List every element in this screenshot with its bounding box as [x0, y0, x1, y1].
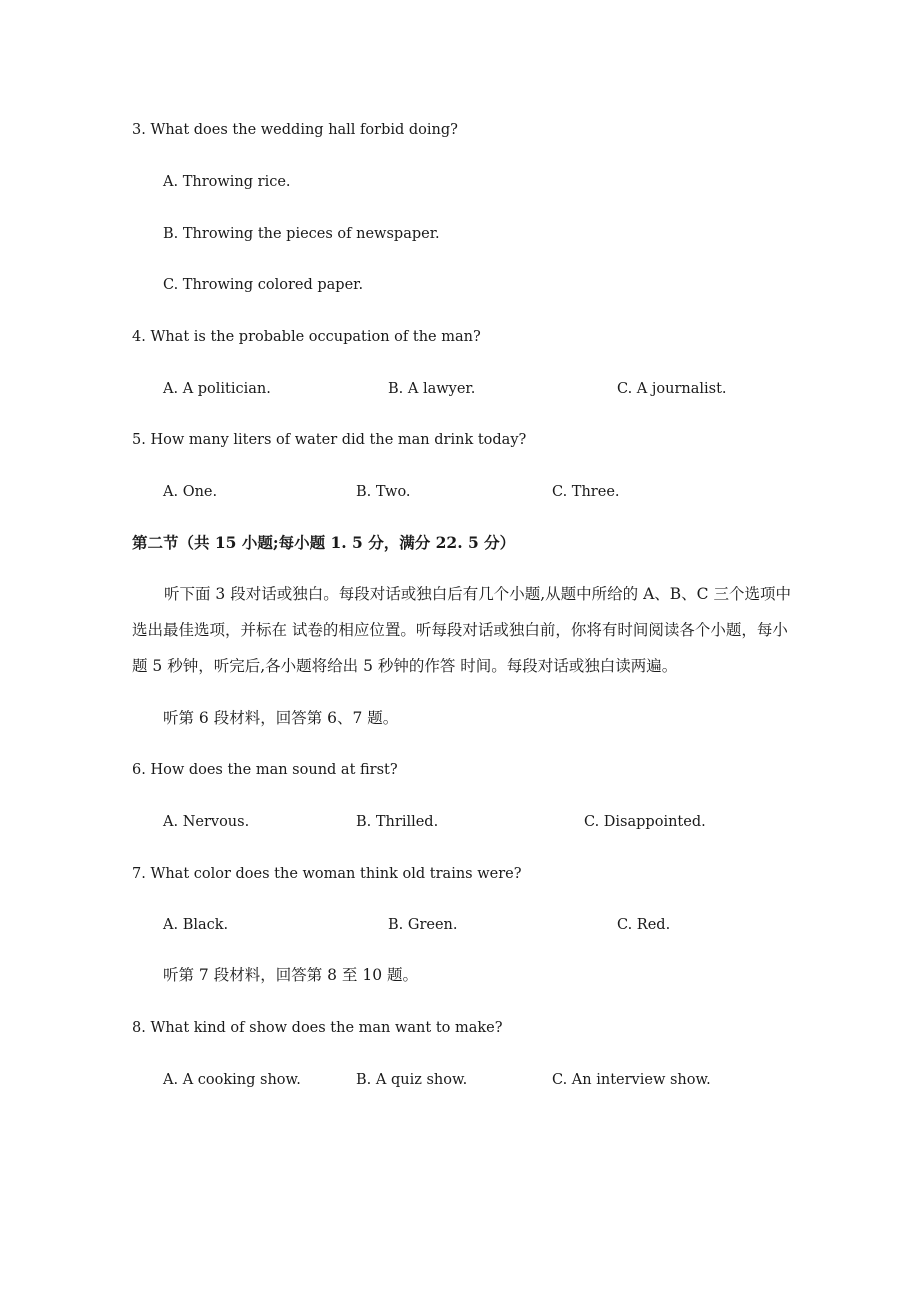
question-3-stem: 3. What does the wedding hall forbid doing?	[132, 122, 458, 138]
question-6-option-b: B. Thrilled.	[356, 814, 439, 830]
question-7-option-c: C. Red.	[617, 917, 671, 933]
question-3-option-c: C. Throwing colored paper.	[163, 277, 364, 293]
question-3-option-b: B. Throwing the pieces of newspaper.	[163, 226, 440, 242]
question-5-stem: 5. How many liters of water did the man drink today?	[132, 432, 527, 448]
question-8-option-a: A. A cooking show.	[163, 1072, 301, 1088]
question-7-stem: 7. What color does the woman think old trains were?	[132, 866, 522, 882]
section-note-passage-7: 听第 7 段材料，回答第 8 至 10 题。	[163, 966, 419, 984]
question-8-stem: 8. What kind of show does the man want to make?	[132, 1020, 503, 1036]
question-4-stem: 4. What is the probable occupation of the man?	[132, 329, 481, 345]
section-2-instructions: 听下面 3 段对话或独白。每段对话或独白后有几个小题,从题中所给的 A、B、C 三个选项中选出最佳选项，并标在 试卷的相应位置。听每段对话或独白前，你将有时间阅读各个小题，每小题 5 秒钟，听完后,各小题将给出 5 秒钟的作答 时间。每段对话或独白读两遍。	[132, 585, 791, 675]
question-8-option-b: B. A quiz show.	[356, 1072, 468, 1088]
question-7-option-b: B. Green.	[388, 917, 458, 933]
section-2-heading: 第二节（共 15 小题;每小题 1. 5 分，满分 22. 5 分）	[132, 533, 516, 552]
question-5-option-b: B. Two.	[356, 484, 411, 500]
section-note-passage-6: 听第 6 段材料，回答第 6、7 题。	[163, 709, 399, 727]
question-8-option-c: C. An interview show.	[552, 1072, 711, 1088]
question-6-option-c: C. Disappointed.	[584, 814, 706, 830]
question-4-option-c: C. A journalist.	[617, 381, 727, 397]
question-3-option-a: A. Throwing rice.	[163, 174, 291, 190]
question-5-option-c: C. Three.	[552, 484, 620, 500]
question-4-option-a: A. A politician.	[163, 381, 271, 397]
question-6-option-a: A. Nervous.	[163, 814, 250, 830]
question-5-option-a: A. One.	[163, 484, 218, 500]
question-7-option-a: A. Black.	[163, 917, 229, 933]
question-6-stem: 6. How does the man sound at first?	[132, 762, 398, 778]
question-4-option-b: B. A lawyer.	[388, 381, 476, 397]
